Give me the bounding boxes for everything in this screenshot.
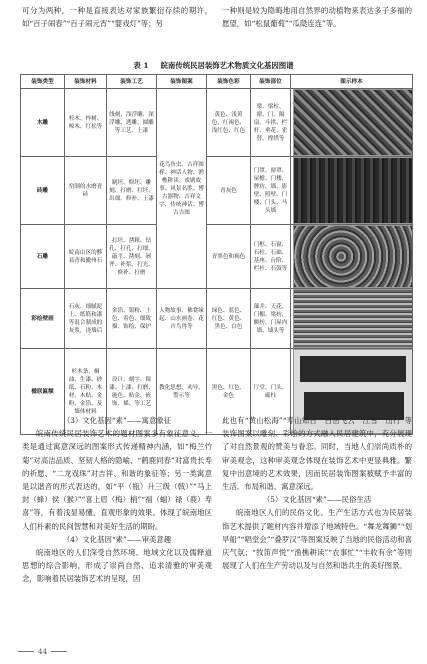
type-cell: 彩绘壁画 (21, 289, 65, 349)
body-paragraph: 皖南地区的人们深受自然环境、地域文化以及儒释道思想的综合影响，形成了崇尚自然、追求清雅的审美观念，影响着民居装饰艺术的呈现，因 (22, 548, 212, 584)
body-paragraph: 皖南传统民居装饰艺术的题材图案多有象征意义，一类是通过寓意深远的图案形式传递精神内涵，如“梅兰竹菊”对高洁品质、坚韧人格的隐喻、“鹤鹿同春”对富贵长寿的祈愿、“二龙戏珠”对吉祥、和谐的象征等；另一类寓意是以谐音的形式表达的，如“平（瓶）升三级（戟）”“马上封（蜂）侯（猴）”“喜上眉（梅）梢”“福（蝠）禄（鹿）寿喜”等，有着浅显易懂、直观形象的效果。体现了皖南地区人们朴素的民间智慧和对美好生活的期盼。 (22, 429, 212, 531)
type-cell: 木雕 (21, 89, 65, 157)
table-header-row (21, 75, 413, 89)
color-cell: 黑色、红色、金色 (207, 349, 251, 435)
material-cell: 石灰、细腻泥土、纸筋和漆等混合制成的灰浆，浇墙后 (65, 289, 107, 349)
sample-cell (291, 157, 413, 225)
brick-carving-sample-image (293, 157, 413, 224)
page-footer (14, 647, 71, 656)
table-caption (0, 60, 427, 71)
header-cell: 装饰部位 (251, 75, 291, 89)
body-text (22, 414, 412, 586)
color-cell: 绿色、蓝色、红色、黄色、黑色、白色 (207, 289, 251, 349)
stone-carving-sample-image (293, 225, 413, 288)
pattern-cell: 教化思想、劝导、警示等 (157, 349, 207, 435)
type-cell: 石雕 (21, 225, 65, 289)
header-cell: 装饰图案 (157, 75, 207, 89)
position-cell: 门框、石窗、石柱、石础、基座、台阶、栏杆、石鼓等 (251, 225, 291, 289)
sample-cell (291, 289, 413, 349)
craft-cell: 设计、刻字、髹漆、上漆、打磨、施色、贴金、嵌饰、描、等工艺 (107, 349, 157, 435)
intro-left-column: 可分为两种，一种是直接表达对家族繁衍存续的期许，如“百子闹春”“百子闹元宵”“婴戏灯”等；另 (22, 6, 212, 28)
craft-cell: 打坯、凿粗、钻孔、打孔、打细、敲平、凿刻、剁斧、补浆、打光、修补、打磨 (107, 225, 157, 289)
table-row (21, 289, 413, 349)
header-cell: 装饰色彩 (207, 75, 251, 89)
table-row (21, 89, 413, 157)
body-paragraph: 皖南地区人们的民俗文化、生产生活方式也为民居装饰艺术提供了题材内容并增添了地域特色。“舞龙舞狮”“划旱船”“唱堂会”“叠罗汉”等图案反映了当地的民俗活动和喜庆气氛；“牧笛声悦”“渔樵耕读”“农事忙”“丰收有余”等则展现了人们在生产劳动以及与自然和谐共生的美好图景。 (222, 508, 412, 571)
position-cell: 梁、梁柱、窗、门、隔扇、斗拱、栏杆、垂花、雀替、撑拱等 (251, 89, 291, 157)
color-cell: 青黑色和褐色 (207, 225, 251, 289)
material-cell: 皖南山区的黟县青和徽州石 (65, 225, 107, 289)
intro-paragraph (22, 4, 412, 30)
header-cell: 装饰材料 (65, 75, 107, 89)
color-cell: 青灰色 (207, 157, 251, 225)
intro-right-column: 一种则是较为隐晦地用自然界的动植物来表达多子多福的愿望，如“松鼠葡萄”“瓜瓞连连”等。 (222, 6, 412, 28)
painting-sample-image (293, 289, 413, 348)
pattern-cell: 花鸟鱼虫、吉祥图样、神话人物、渔樵耕读、戏剧故事、风景名胜、博古器物、吉祥文字、传统神话、博古吉图 (157, 89, 207, 289)
craft-cell: 金箔、银粉、上色、着色、细致描、饰绘、保护 (107, 289, 157, 349)
body-right-column (222, 414, 412, 586)
body-paragraph: 此也有“黄山松海”“寿山知日”“白岳飞云”“江雪”“山行”等装饰图案以雕刻、彩绘的方式融入民居建筑中，充分展现了对自然景观的赞美与眷恋。同时，当地人们崇尚质朴的审美观念，这种审美观念体现在装饰艺术中更显典雅。繁复中出意境的艺术效果，因而民居装饰图案被赋予丰富的生活、布局和谐、寓意深远。 (222, 416, 412, 492)
header-cell: 图示样本 (291, 75, 413, 89)
pattern-cell: 人物故事、佛龛缘起、山水画卷、花卉鸟兽等 (157, 289, 207, 349)
craft-cell: 制坯、修坯、雕刻、打磨、打坯、出细、修补、上漆 (107, 157, 157, 225)
material-cell: 杉木、梓树、樟木、红松等 (65, 89, 107, 157)
craft-cell: 线刻、浅浮雕、深浮雕、透雕、圆雕等工艺、上漆 (107, 89, 157, 157)
table-title: 皖南传统民居装饰艺术物质文化基因图谱 (160, 61, 294, 70)
section-heading: （3）文化基因“素”——寓意象征 (62, 416, 172, 425)
sample-cell (291, 89, 413, 157)
table-row (21, 157, 413, 225)
table-row (21, 225, 413, 289)
header-cell: 装饰工艺 (107, 75, 157, 89)
position-cell: 厅堂、门头、廊柱 (251, 349, 291, 435)
footer-rule (51, 651, 67, 652)
position-cell: 藻井、天花、门楣、梁枋、额枋、门屋内墙、墙头等 (251, 289, 291, 349)
position-cell: 门罩、窗罩、屋檐、门楼、牌坊、墙、影壁、照壁、门楼、门头、马头墙 (251, 157, 291, 225)
material-cell: 杉木条、桐油、生漆、砂纸、石粉、木材、木贴、金粉、金箔、及墙体材料 (65, 349, 107, 435)
type-cell: 砖雕 (21, 157, 65, 225)
section-heading: （4）文化基因“素”——审美意趣 (62, 534, 172, 544)
footer-rule (18, 651, 34, 652)
table-number: 表 1 (133, 61, 149, 70)
section-heading: （5）文化基因“素”——民俗生活 (262, 495, 372, 505)
sample-cell (291, 225, 413, 289)
header-cell: 装饰类型 (21, 75, 65, 89)
color-cell: 黄色、浅黄色、红褐色、浅红色、红色 (207, 89, 251, 157)
material-cell: 窑制的水磨青砖 (65, 157, 107, 225)
wood-carving-sample-image (293, 89, 413, 156)
type-cell: 楹联匾额 (21, 349, 65, 435)
body-left-column (22, 414, 212, 586)
gene-map-table (20, 74, 413, 435)
page-number: 44 (38, 647, 48, 656)
